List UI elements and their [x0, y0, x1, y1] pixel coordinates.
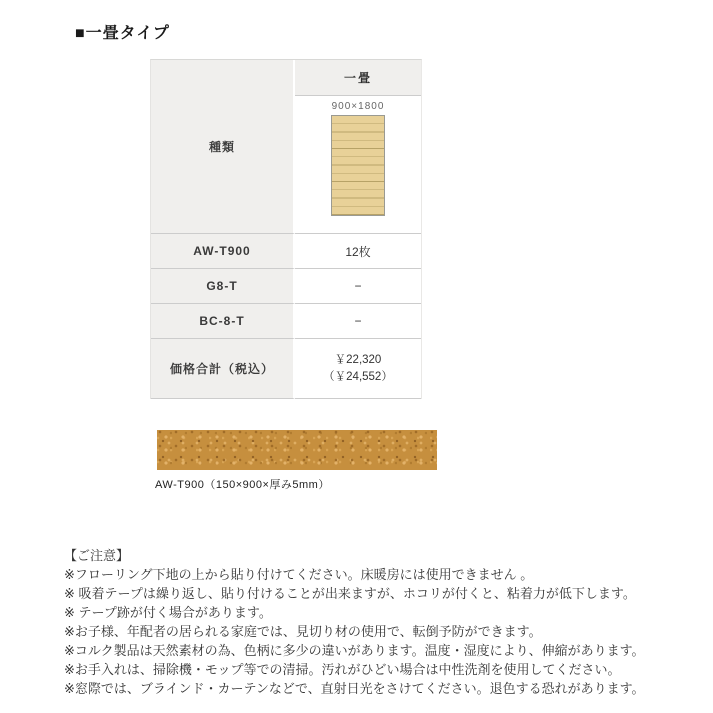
spec-row-label-price-total [151, 339, 295, 399]
row-value: 12枚 [345, 244, 371, 259]
spec-row-label-type [151, 60, 295, 234]
price-main: ￥22,320 [334, 353, 382, 366]
row-label: AW-T900 [193, 244, 251, 258]
row-label: BC-8-T [199, 314, 245, 328]
spec-row-label-bc8t [151, 304, 295, 339]
header-label: 一畳 [343, 71, 372, 85]
note-line: ※お子様、年配者の居られる家庭では、見切り材の使用で、転倒予防ができます。 [64, 624, 542, 639]
note-line: ※お手入れは、掃除機・モップ等での清掃。汚れがひどい場合は中性洗剤を使用してください。 [64, 662, 621, 677]
note-line: ※窓際では、ブラインド・カーテンなどで、直射日光をさけてください。退色する恐れがあります。 [64, 681, 645, 696]
note-line: ※コルク製品は天然素材の為、色柄に多少の違いがあります。温度・湿度により、伸縮があります。 [64, 643, 645, 658]
price-row-label: 価格合計（税込） [169, 362, 274, 376]
row-value: − [354, 314, 362, 328]
cork-plank-product-image [157, 430, 437, 470]
cork-image-caption: AW-T900（150×900×厚み5mm） [155, 479, 330, 491]
note-line: ※ 吸着テープは繰り返し、貼り付けることが出来ますが、ホコリが付くと、粘着力が低下します。 [64, 586, 636, 601]
spec-row-value-price-total [295, 339, 421, 399]
section-heading: ■一畳タイプ [75, 25, 170, 42]
size-label: 900×1800 [331, 101, 385, 112]
spec-row-value-g8t [295, 269, 421, 304]
tatami-layout-diagram [331, 115, 385, 216]
row-label: G8-T [206, 279, 238, 293]
product-spec-table [150, 59, 422, 399]
row-value: − [354, 279, 362, 293]
notes-title: 【ご注意】 [64, 548, 130, 563]
note-line: ※ テープ跡が付く場合があります。 [64, 605, 272, 620]
spec-row-value-awt900 [295, 234, 421, 269]
notes-section [64, 546, 694, 698]
spec-row-label-g8t [151, 269, 295, 304]
spec-row-value-type [295, 96, 421, 234]
spec-row-label-awt900 [151, 234, 295, 269]
table-header-one-tatami [295, 60, 421, 96]
spec-row-value-bc8t [295, 304, 421, 339]
type-label: 種類 [208, 140, 235, 154]
price-sub: （￥24,552） [323, 370, 393, 383]
note-line: ※フローリング下地の上から貼り付けてください。床暖房には使用できません 。 [64, 567, 534, 582]
